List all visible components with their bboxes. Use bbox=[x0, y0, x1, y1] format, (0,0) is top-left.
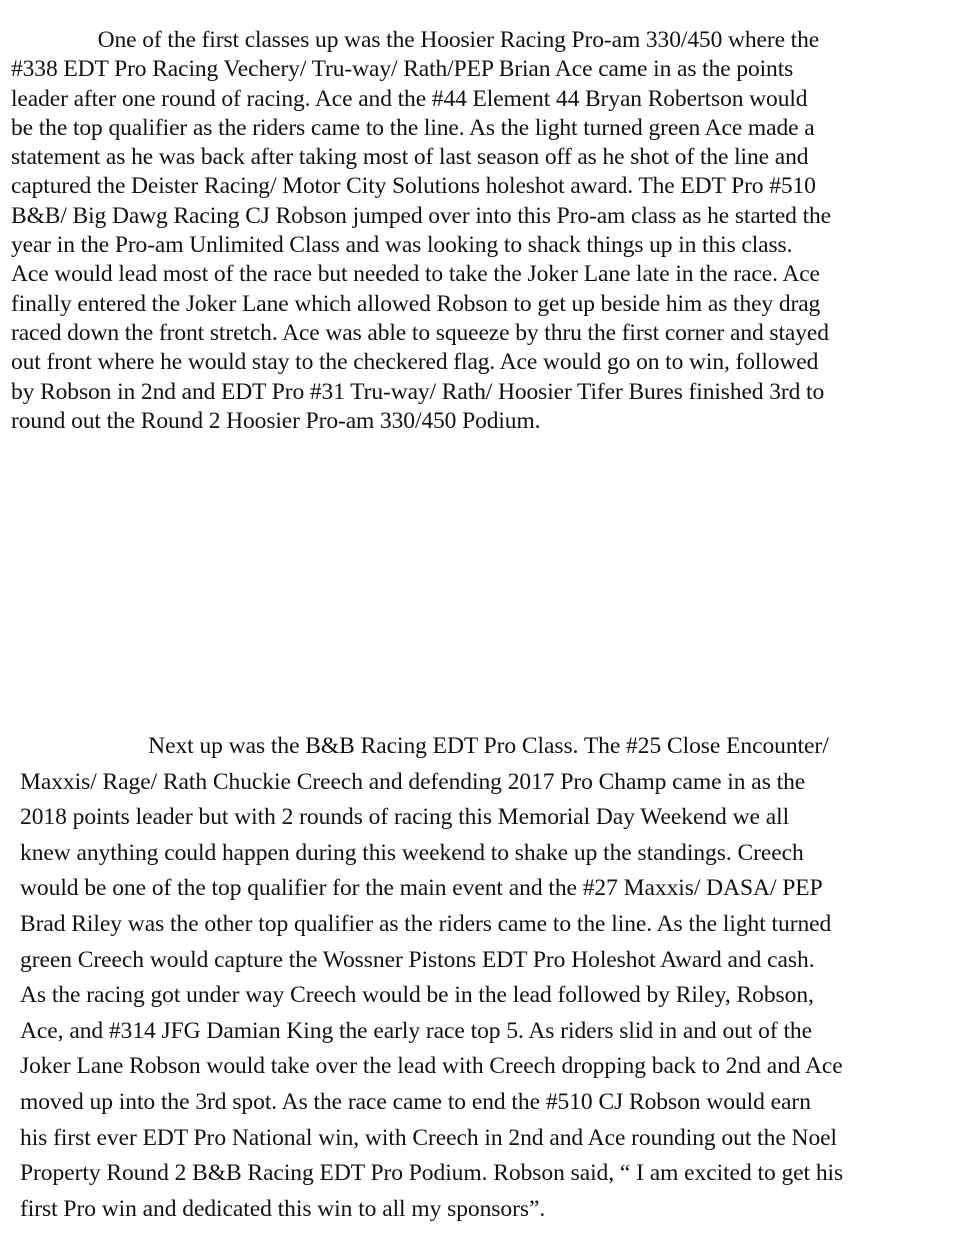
text-line: round out the Round 2 Hoosier Pro-am 330/450 Podium. bbox=[11, 407, 541, 434]
text-line: Next up was the B&B Racing EDT Pro Class. The #25 Close Encounter/ bbox=[20, 733, 829, 759]
text-line: out front where he would stay to the checkered flag. Ace would go on to win, followed bbox=[11, 349, 819, 376]
text-line: finally entered the Joker Lane which allowed Robson to get up beside him as they drag bbox=[11, 290, 821, 317]
text-line: raced down the front stretch. Ace was able to squeeze by thru the first corner and stayed bbox=[11, 319, 829, 346]
text-line: Ace, and #314 JFG Damian King the early race top 5. As riders slid in and out of the bbox=[20, 1017, 813, 1044]
text-line: by Robson in 2nd and EDT Pro #31 Tru-way/ Rath/ Hoosier Tifer Bures finished 3rd to bbox=[11, 378, 825, 405]
text-line: Ace would lead most of the race but needed to take the Joker Lane late in the race. Ace bbox=[11, 261, 820, 288]
text-line: Joker Lane Robson would take over the lead with Creech dropping back to 2nd and Ace bbox=[20, 1053, 843, 1080]
text-line: B&B/ Big Dawg Racing CJ Robson jumped over into this Pro-am class as he started the bbox=[11, 202, 831, 229]
text-line: knew anything could happen during this weekend to shake up the standings. Creech bbox=[20, 839, 804, 866]
text-line: first Pro win and dedicated this win to all my sponsors”. bbox=[20, 1195, 546, 1222]
text-line: would be one of the top qualifier for the main event and the #27 Maxxis/ DASA/ PEP bbox=[20, 875, 823, 902]
text-line: 2018 points leader but with 2 rounds of racing this Memorial Day Weekend we all bbox=[20, 804, 790, 831]
paragraph-edt-pro-class-recap bbox=[20, 729, 843, 1227]
text-line: Brad Riley was the other top qualifier as the riders came to the line. As the light turned bbox=[20, 910, 832, 937]
text-line: moved up into the 3rd spot. As the race came to end the #510 CJ Robson would earn bbox=[20, 1088, 811, 1115]
text-line: captured the Deister Racing/ Motor City Solutions holeshot award. The EDT Pro #510 bbox=[11, 173, 816, 200]
text-line: statement as he was back after taking most of last season off as he shot of the line and bbox=[11, 144, 809, 171]
text-line: One of the first classes up was the Hoosier Racing Pro-am 330/450 where the bbox=[11, 27, 820, 53]
text-line: year in the Pro-am Unlimited Class and was looking to shack things up in this class. bbox=[11, 232, 793, 259]
text-line: As the racing got under way Creech would be in the lead followed by Riley, Robson, bbox=[20, 982, 814, 1009]
text-line: Maxxis/ Rage/ Rath Chuckie Creech and defending 2017 Pro Champ came in as the bbox=[20, 768, 806, 795]
text-line: green Creech would capture the Wossner Pistons EDT Pro Holeshot Award and cash. bbox=[20, 946, 815, 973]
text-line: his first ever EDT Pro National win, with Creech in 2nd and Ace rounding out the Noel bbox=[20, 1124, 838, 1151]
paragraph-hoosier-pro-am-recap bbox=[11, 26, 831, 436]
text-line: be the top qualifier as the riders came to the line. As the light turned green Ace made a bbox=[11, 114, 815, 141]
text-line: #338 EDT Pro Racing Vechery/ Tru-way/ Rath/PEP Brian Ace came in as the points bbox=[11, 56, 794, 83]
text-line: Property Round 2 B&B Racing EDT Pro Podium. Robson said, “ I am excited to get his bbox=[20, 1160, 844, 1187]
text-line: leader after one round of racing. Ace and the #44 Element 44 Bryan Robertson would bbox=[11, 85, 808, 112]
